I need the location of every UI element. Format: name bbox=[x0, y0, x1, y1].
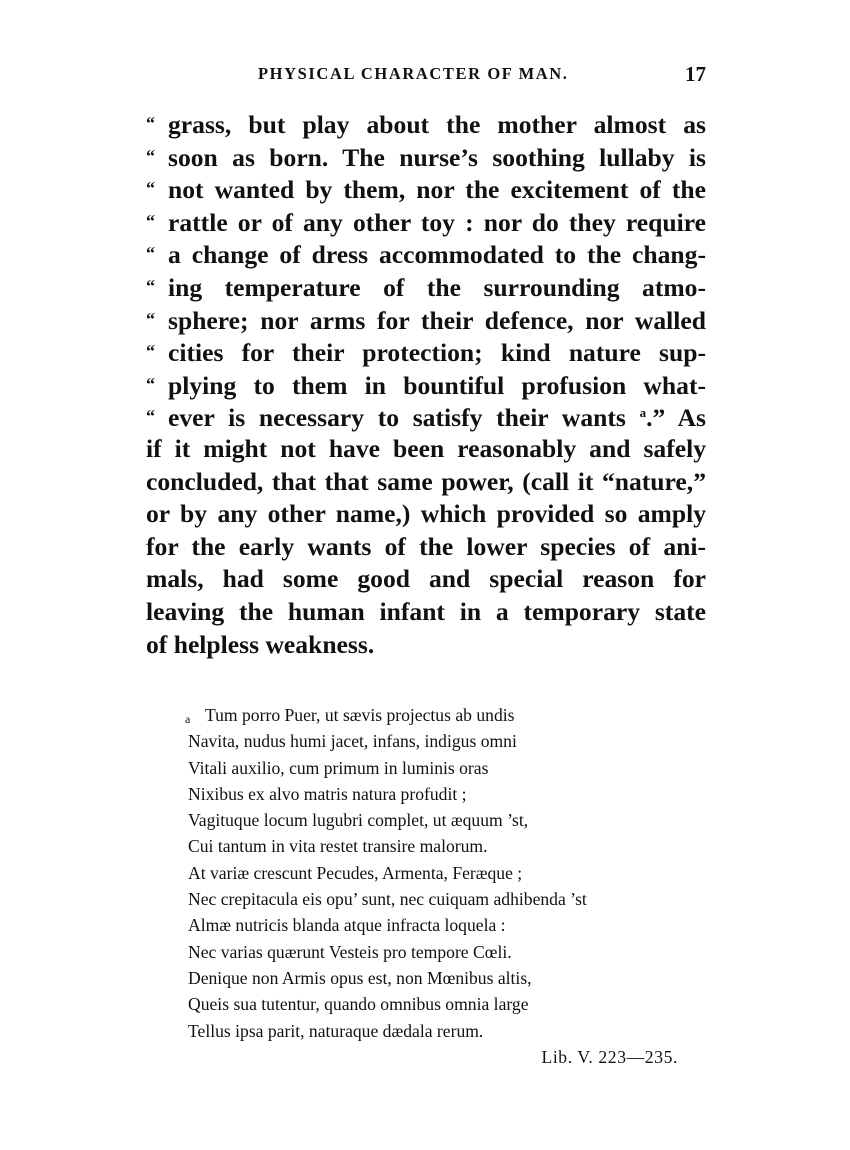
line-text: a change of dress accommodated to the chang- bbox=[168, 240, 706, 270]
text-line: if it might not have been reasonably and safely bbox=[146, 433, 706, 463]
quote-mark: “ bbox=[146, 243, 155, 264]
footnote-line: At variæ crescunt Pecudes, Armenta, Feræque ; bbox=[188, 862, 523, 883]
line-text: rattle or of any other toy : nor do they require bbox=[168, 207, 706, 237]
quote-mark: “ bbox=[146, 308, 155, 329]
footnote-line: Nixibus ex alvo matris natura profudit ; bbox=[188, 783, 467, 804]
line-text: soon as born. The nurse’s soothing lullaby is bbox=[168, 142, 706, 172]
text-line: leaving the human infant in a temporary state bbox=[146, 596, 706, 626]
running-head bbox=[146, 64, 706, 90]
text-line: for the early wants of the lower species of ani- bbox=[146, 531, 706, 561]
footnote-line: Navita, nudus humi jacet, infans, indigus omni bbox=[188, 731, 517, 752]
footnote-line: Nec crepitacula eis opu’ sunt, nec cuiquam adhibenda ’st bbox=[188, 889, 587, 910]
footnote-line: Tellus ipsa parit, naturaque dædala rerum. bbox=[188, 1020, 484, 1041]
text-line bbox=[146, 172, 706, 205]
text-line: mals, had some good and special reason for bbox=[146, 564, 706, 594]
quote-mark: “ bbox=[146, 113, 155, 133]
footnote-line: Vagituque locum lugubri complet, ut æquum ’st, bbox=[188, 810, 529, 831]
line-text: cities for their protection; kind nature sup- bbox=[168, 338, 706, 368]
line-text: grass, but play about the mother almost as bbox=[168, 110, 706, 139]
text-line bbox=[146, 303, 706, 336]
footnote-line: Denique non Armis opus est, non Mœnibus altis, bbox=[188, 967, 532, 988]
text-line bbox=[146, 270, 706, 303]
text-line: of helpless weakness. bbox=[146, 629, 375, 659]
running-title: PHYSICAL CHARACTER OF MAN. bbox=[258, 64, 569, 83]
footnote-line: Nec varias quærunt Vesteis pro tempore Cœli. bbox=[188, 941, 512, 962]
quote-mark: “ bbox=[146, 406, 155, 427]
text-line bbox=[146, 368, 706, 401]
footnote-line-text: Tum porro Puer, ut sævis projectus ab undis bbox=[205, 705, 515, 725]
quote-mark: “ bbox=[146, 145, 155, 166]
text-line bbox=[146, 335, 706, 368]
page-number: 17 bbox=[685, 62, 706, 86]
footnote-line: Queis sua tutentur, quando omnibus omnia large bbox=[188, 994, 529, 1015]
footnote-citation: Lib. V. 223—235. bbox=[541, 1046, 678, 1067]
quote-mark: “ bbox=[146, 275, 155, 296]
footnote-marker: a bbox=[185, 712, 191, 726]
line-text: ever is necessary to satisfy their wants bbox=[168, 403, 626, 433]
quote-mark: “ bbox=[146, 210, 155, 231]
text-line: concluded, that that same power, (call it “nature,” bbox=[146, 466, 706, 496]
quote-mark: “ bbox=[146, 178, 155, 199]
line-text: plying to them in bountiful profusion what- bbox=[168, 370, 706, 400]
text-line bbox=[146, 205, 706, 238]
footnote-line: Cui tantum in vita restet transire malorum. bbox=[188, 836, 488, 857]
text-line: or by any other name,) which provided so amply bbox=[146, 499, 706, 529]
line-text: .” As bbox=[646, 403, 706, 433]
text-line-with-footnote-ref bbox=[146, 400, 706, 433]
text-line bbox=[146, 140, 706, 173]
line-text: sphere; nor arms for their defence, nor walled bbox=[168, 305, 706, 335]
line-text: ing temperature of the surrounding atmo- bbox=[168, 272, 706, 302]
text-line bbox=[146, 107, 706, 140]
footnote-line bbox=[185, 702, 688, 728]
line-text: not wanted by them, nor the excitement of the bbox=[168, 175, 706, 205]
main-text bbox=[146, 107, 706, 661]
footnote bbox=[185, 702, 688, 1070]
footnote-line: Almæ nutricis blanda atque infracta loquela : bbox=[188, 915, 506, 936]
quote-mark: “ bbox=[146, 341, 155, 362]
quote-mark: “ bbox=[146, 373, 155, 394]
text-line bbox=[146, 237, 706, 270]
footnote-line: Vitali auxilio, cum primum in luminis oras bbox=[188, 757, 489, 778]
footnote-reference: a bbox=[639, 405, 647, 421]
